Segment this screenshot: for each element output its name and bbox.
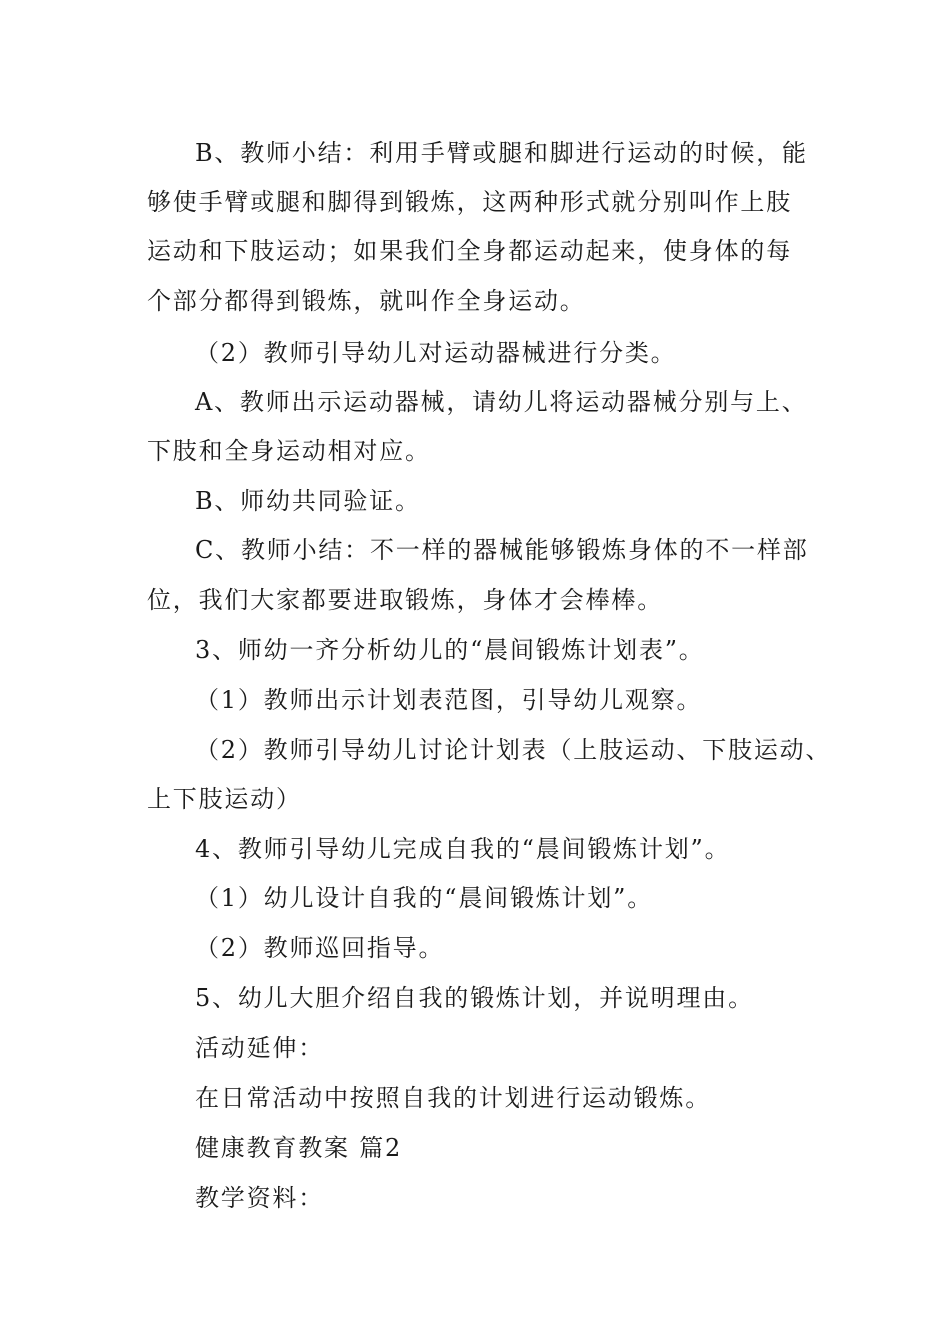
text-line: 够使手臂或腿和脚得到锻炼，这两种形式就分别叫作上肢 — [147, 188, 792, 216]
text-line: 5、幼儿大胆介绍自我的锻炼计划，并说明理由。 — [195, 984, 754, 1012]
text-line: 4、教师引导幼儿完成自我的“晨间锻炼计划”。 — [195, 835, 731, 863]
text-line: 运动和下肢运动；如果我们全身都运动起来，使身体的每 — [147, 237, 792, 265]
section-heading: 活动延伸： — [195, 1034, 324, 1062]
text-line: （1）幼儿设计自我的“晨间锻炼计划”。 — [195, 884, 654, 912]
section-heading: 健康教育教案 篇2 — [195, 1134, 403, 1162]
text-line: C、教师小结：不一样的器械能够锻炼身体的不一样部 — [195, 536, 809, 564]
text-line: 下肢和全身运动相对应。 — [147, 437, 431, 465]
section-heading: 教学资料： — [195, 1184, 324, 1212]
text-line: 3、师幼一齐分析幼儿的“晨间锻炼计划表”。 — [195, 636, 705, 664]
text-line: 个部分都得到锻炼，就叫作全身运动。 — [147, 287, 586, 315]
text-line: （2）教师引导幼儿对运动器械进行分类。 — [195, 339, 677, 367]
text-line: （2）教师引导幼儿讨论计划表（上肢运动、下肢运动、 — [195, 736, 832, 764]
text-line: （2）教师巡回指导。 — [195, 934, 445, 962]
text-line: 上下肢运动） — [147, 785, 302, 813]
text-line: （1）教师出示计划表范图，引导幼儿观察。 — [195, 686, 703, 714]
text-line: B、教师小结：利用手臂或腿和脚进行运动的时候，能 — [195, 139, 808, 167]
text-line: B、师幼共同验证。 — [195, 487, 421, 515]
text-line: 位，我们大家都要进取锻炼，身体才会棒棒。 — [147, 586, 663, 614]
text-line: 在日常活动中按照自我的计划进行运动锻炼。 — [195, 1084, 711, 1112]
text-line: A、教师出示运动器械，请幼儿将运动器械分别与上、 — [195, 388, 808, 416]
